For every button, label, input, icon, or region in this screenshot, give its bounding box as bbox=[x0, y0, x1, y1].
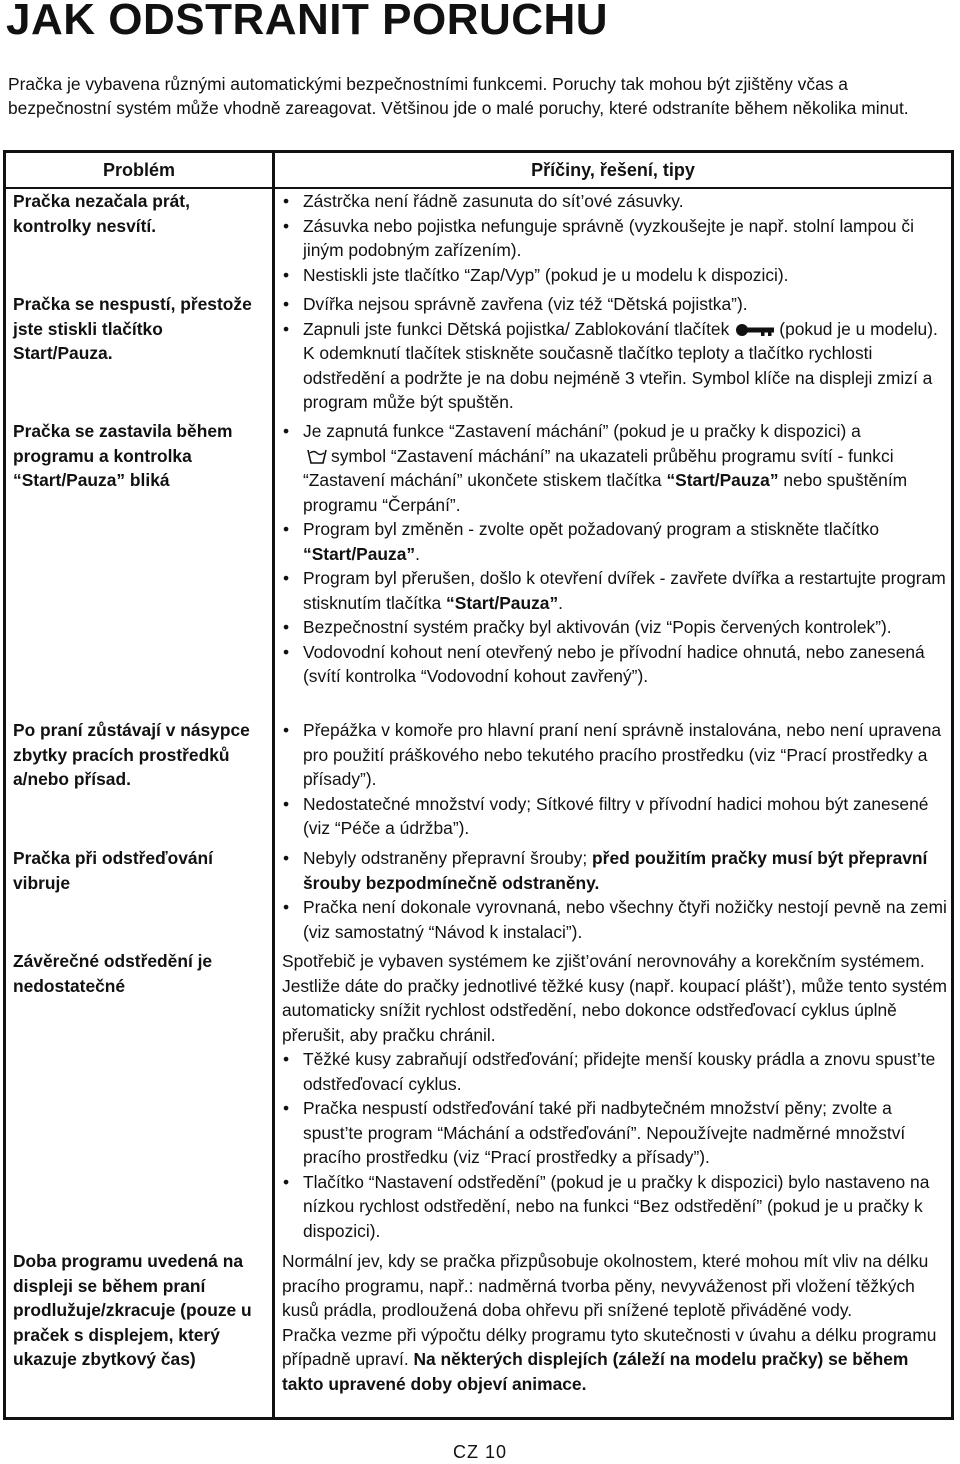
paragraph: Normální jev, kdy se pračka přizpůsobuje okolnostem, které mohou mít vliv na délku pracího programu, např.: nadměrná tvorba pěny, nevyváženost při vložení těžkých kusů prádla, prodloužená doba ohřevu při snížené teplotě přiváděné vody. bbox=[282, 1251, 929, 1320]
key-icon bbox=[733, 323, 775, 337]
column-divider bbox=[272, 153, 275, 1417]
list-item: • Nestiskli jste tlačítko “Zap/Vyp” (pokud je u modelu k dispozici). bbox=[282, 263, 950, 288]
text-span: “Start/Pauza” bbox=[666, 470, 779, 490]
text-span: “Start/Pauza” bbox=[446, 592, 559, 613]
text-span: Program byl přerušen, došlo k otevření dvířek - zavřete dvířka a restartujte program stisknutím tlačítka bbox=[303, 568, 946, 613]
causes-vibration bbox=[282, 846, 950, 944]
text-span: Pračka vezme při výpočtu délky programu tyto skutečnosti v úvahu a délku programu případně upraví. bbox=[282, 1324, 937, 1369]
list-item bbox=[282, 566, 950, 615]
list-item: • Pračka nespustí odstřeďování také při nadbytečném množství pěny; zvolte a spust’te program “Máchání a odstřeďování”. Nepoužívejte nadměrné množství pracího prostředku (viz “Prací prostředky a přísady”). bbox=[282, 1096, 950, 1170]
causes-detergent-residue bbox=[282, 718, 950, 841]
list-item: • Vodovodní kohout není otevřený nebo je přívodní hadice ohnutá, nebo zanesená (svítí kontrolka “Vodovodní kohout zavřený”). bbox=[282, 640, 950, 689]
list-item bbox=[282, 517, 950, 566]
rinse-hold-icon bbox=[306, 447, 328, 465]
causes-no-start bbox=[282, 189, 950, 287]
text-span: “Start/Pauza” bbox=[303, 543, 416, 564]
list-item bbox=[282, 419, 950, 517]
list-item: • Zásuvka nebo pojistka nefunguje správně (vyzkoušejte je např. stolní lampou či jiným podobným zařízením). bbox=[282, 214, 950, 263]
text-span: Na některých displejích (záleží na modelu pračky) se během takto upravené doby objeví animace. bbox=[282, 1349, 909, 1394]
paragraph bbox=[282, 1323, 950, 1397]
intro-text: Pračka je vybavena různými automatickými bezpečnostními funkcemi. Poruchy tak mohou být zjištěny včas a bezpečnostní systém může vhodně zareagovat. Většinou jde o malé poruchy, které odstraníte během několika minut. bbox=[8, 74, 909, 118]
problem-spin-insufficient: Závěrečné odstředění je nedostatečné bbox=[13, 951, 213, 996]
paragraph: Spotřebič je vybaven systémem ke zjišt’ování nerovnováhy a korekčním systémem. Jestliže dáte do pračky jednotlivé těžké kusy (např. koupací plášt’), může tento systém automaticky snížit rychlost odstředění, nebo dokonce odstřeďovací cyklus úplně přerušit, aby pračku chránil. bbox=[282, 951, 948, 1045]
text-span: . bbox=[558, 592, 563, 613]
causes-stopped-blinking bbox=[282, 419, 950, 689]
list-item: • Zástrčka není řádně zasunuta do sít’ové zásuvky. bbox=[282, 189, 950, 214]
text-span: Zapnuli jste funkci Dětská pojistka/ Zablokování tlačítek bbox=[303, 318, 730, 339]
text-span: symbol “Zastavení máchání” na ukazateli průběhu programu svítí - funkci “Zastavení máchání” ukončete stiskem tlačítka bbox=[303, 445, 894, 490]
troubleshooting-table bbox=[3, 150, 954, 1420]
page-title: JAK ODSTRANIT PORUCHU bbox=[6, 0, 609, 44]
problem-stopped-blinking: Pračka se zastavila během programu a kontrolka “Start/Pauza” bliká bbox=[13, 421, 233, 490]
text-span: (pokud je u modelu). K odemknutí tlačítek stiskněte současně tlačítko teploty a tlačítko rychlosti odstředění a podržte je na dobu nejméně 3 vteřin. Symbol klíče na displeji zmizí a program může být spuštěn. bbox=[303, 318, 938, 412]
list-item: • Bezpečnostní systém pračky byl aktivován (viz “Popis červených kontrolek”). bbox=[282, 615, 950, 640]
text-span: Nebyly odstraněny přepravní šrouby; bbox=[303, 848, 588, 868]
list-item: • Těžké kusy zabraňují odstřeďování; přidejte menší kousky prádla a znovu spust’te odstřeďovací cyklus. bbox=[282, 1047, 950, 1096]
column-header-causes: Příčiny, řešení, tipy bbox=[531, 160, 695, 180]
text-span: nebo spuštěním programu “Čerpání”. bbox=[303, 470, 908, 515]
problem-no-start: Pračka nezačala prát, kontrolky nesvítí. bbox=[13, 191, 190, 236]
text-span: Program byl změněn - zvolte opět požadovaný program a stiskněte tlačítko bbox=[303, 519, 880, 539]
causes-spin-insufficient bbox=[282, 949, 950, 1243]
list-item: • Dvířka nejsou správně zavřena (viz též “Dětská pojistka”). bbox=[282, 292, 950, 317]
text-span: Je zapnutá funkce “Zastavení máchání” (pokud je u pračky k dispozici) a bbox=[303, 421, 861, 441]
problem-detergent-residue: Po praní zůstávají v násypce zbytky pracích prostředků a/nebo přísad. bbox=[13, 720, 250, 789]
problem-vibration: Pračka při odstřeďování vibruje bbox=[13, 848, 214, 893]
list-item: • Pračka není dokonale vyrovnaná, nebo všechny čtyři nožičky nestojí pevně na zemi (viz samostatný “Návod k instalaci”). bbox=[282, 895, 950, 944]
list-item: • Přepážka v komoře pro hlavní praní není správně instalována, nebo není upravena pro použití práškového nebo tekutého pracího prostředku (viz “Prací prostředky a přísady”). bbox=[282, 718, 950, 792]
list-item: • Tlačítko “Nastavení odstředění” (pokud je u pračky k dispozici) bylo nastaveno na nízkou rychlost odstředění, nebo na funkci “Bez odstředění” (pokud je u pračky k dispozici). bbox=[282, 1170, 950, 1244]
text-span: před použitím pračky musí být přepravní šrouby bezpodmínečně odstraněny. bbox=[303, 848, 928, 893]
list-item: • Nedostatečné množství vody; Sítkové filtry v přívodní hadici mohou být zanesené (viz “Péče a údržba”). bbox=[282, 792, 950, 841]
text-span: . bbox=[415, 543, 420, 564]
list-item bbox=[282, 846, 950, 895]
causes-program-time-changes bbox=[282, 1249, 950, 1396]
problem-wont-start: Pračka se nespustí, přestože jste stiskli tlačítko Start/Pauza. bbox=[13, 294, 252, 363]
causes-wont-start bbox=[282, 292, 950, 415]
page-number: CZ 10 bbox=[452, 1442, 508, 1462]
list-item bbox=[282, 317, 950, 415]
problem-program-time-changes: Doba programu uvedená na displeji se během praní prodlužuje/zkracuje (pouze u praček s displejem, který ukazuje zbytkový čas) bbox=[13, 1251, 252, 1369]
column-header-problem: Problém bbox=[102, 160, 176, 180]
